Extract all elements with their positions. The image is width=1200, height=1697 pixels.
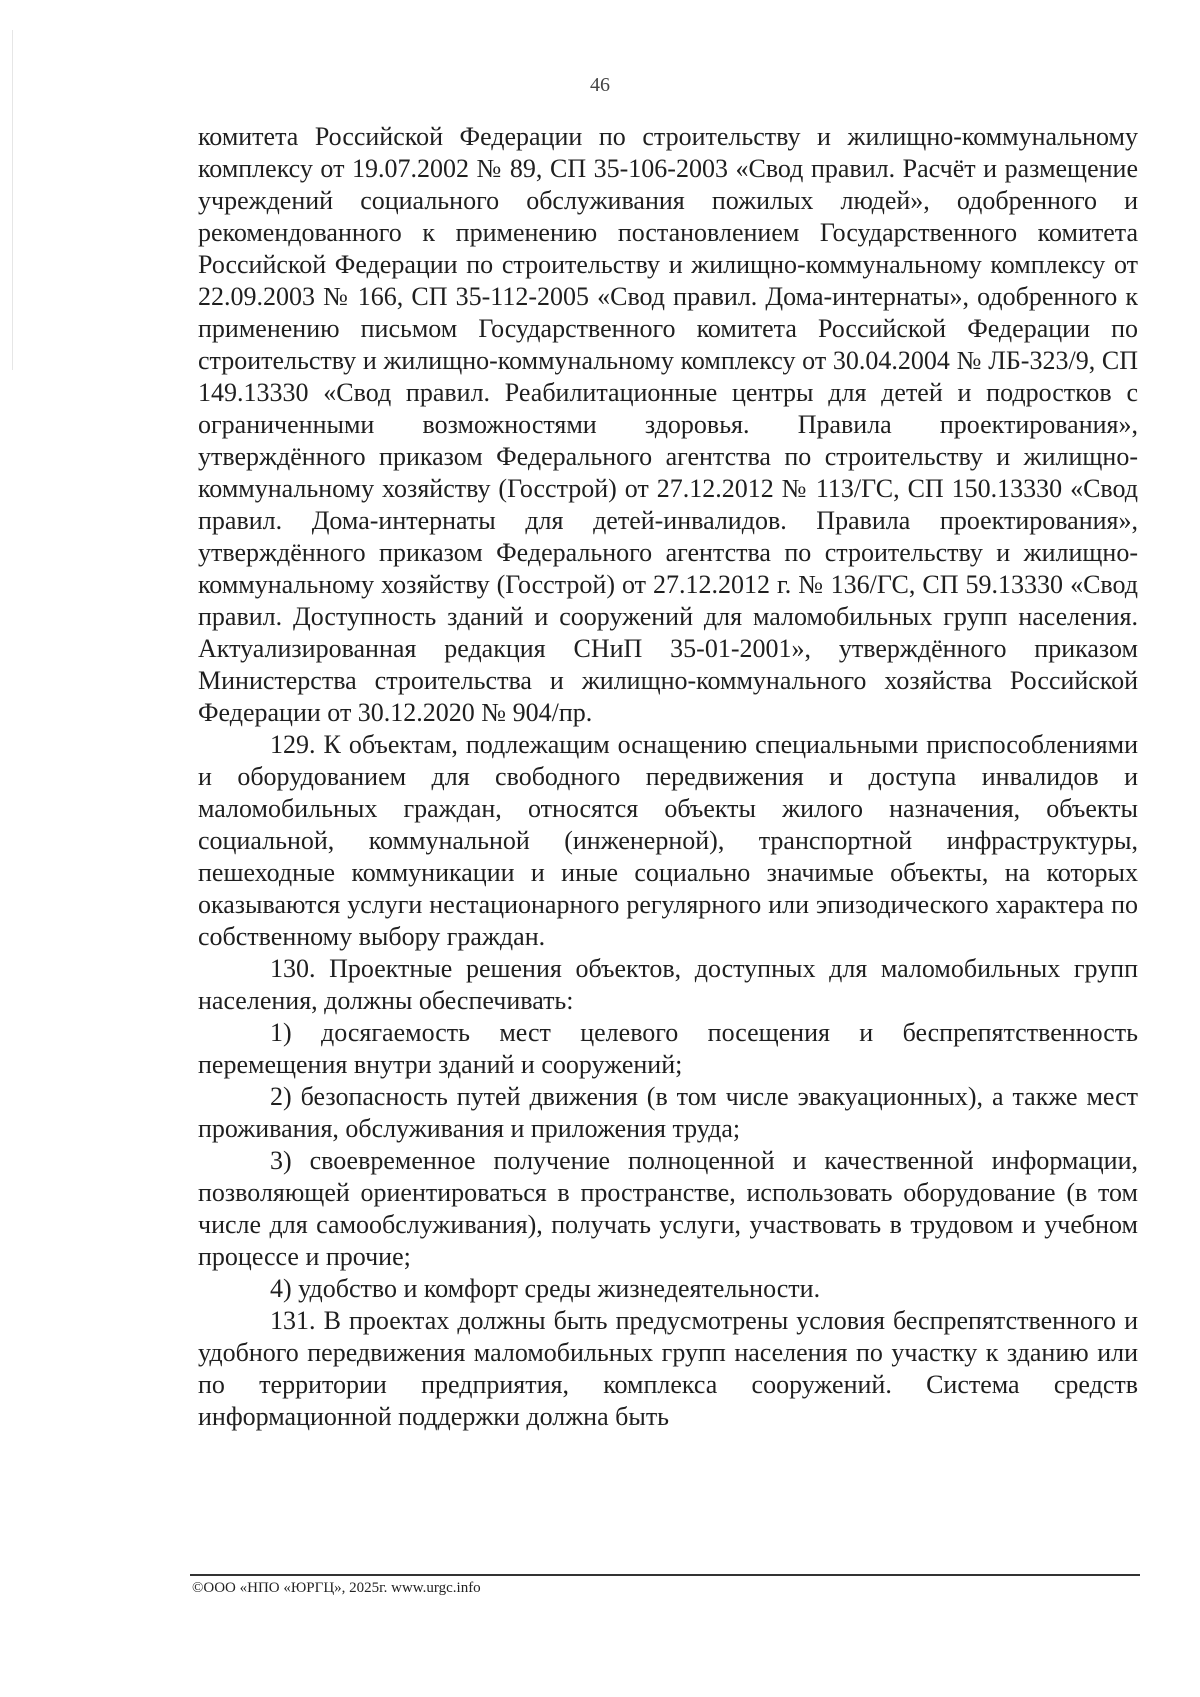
footer-copyright: ©ООО «НПО «ЮРГЦ», 2025г. www.urgc.info xyxy=(192,1580,481,1596)
list-item-3: 3) своевременное получение полноценной и качественной информации, позволяющей ориентироваться в пространстве, использовать оборудование (в том числе для самообслуживания), получать услуги, участвовать в трудовом и учебном процессе и прочие; xyxy=(198,1146,1138,1271)
paragraph-clause-129: 129. К объектам, подлежащим оснащению специальными приспособлениями и оборудованием для свободного передвижения и доступа инвалидов и маломобильных граждан, относятся объекты жилого назначения, объекты социальной, коммунальной (инженерной), транспортной инфраструктуры, пешеходные коммуникации и иные социально значимые объекты, на которых оказываются услуги нестационарного регулярного или эпизодического характера по собственному выбору граждан. xyxy=(198,730,1138,951)
footer-divider xyxy=(190,1574,1140,1576)
paragraph-clause-130: 130. Проектные решения объектов, доступных для маломобильных групп населения, должны обеспечивать: xyxy=(198,954,1138,1015)
list-item-4: 4) удобство и комфорт среды жизнедеятельности. xyxy=(270,1274,821,1303)
document-body xyxy=(198,121,1138,1433)
page-number: 46 xyxy=(590,74,610,96)
paragraph-clause-131: 131. В проектах должны быть предусмотрены условия беспрепятственного и удобного передвижения маломобильных групп населения по участку к зданию или по территории предприятия, комплекса сооружений. Система средств информационной поддержки должна быть xyxy=(198,1306,1138,1431)
list-item-1: 1) досягаемость мест целевого посещения и беспрепятственность перемещения внутри зданий и сооружений; xyxy=(198,1018,1138,1079)
paragraph-continuation: комитета Российской Федерации по строительству и жилищно-коммунальному комплексу от 19.07.2002 № 89, СП 35-106-2003 «Свод правил. Расчёт и размещение учреждений социального обслуживания пожилых людей», одобренного и рекомендованного к применению постановлением Государственного комитета Российской Федерации по строительству и жилищно-коммунальному комплексу от 22.09.2003 № 166, СП 35-112-2005 «Свод правил. Дома-интернаты», одобренного к применению письмом Государственного комитета Российской Федерации по строительству и жилищно-коммунальному комплексу от 30.04.2004 № ЛБ-323/9, СП 149.13330 «Свод правил. Реабилитационные центры для детей и подростков с ограниченными возможностями здоровья. Правила проектирования», утверждённого приказом Федерального агентства по строительству и жилищно-коммунальному хозяйству (Госстрой) от 27.12.2012 № 113/ГС, СП 150.13330 «Свод правил. Дома-интернаты для детей-инвалидов. Правила проектирования», утверждённого приказом Федерального агентства по строительству и жилищно-коммунальному хозяйству (Госстрой) от 27.12.2012 г. № 136/ГС, СП 59.13330 «Свод правил. Доступность зданий и сооружений для маломобильных групп населения. Актуализированная редакция СНиП 35-01-2001», утверждённого приказом Министерства строительства и жилищно-коммунального хозяйства Российской Федерации от 30.12.2020 № 904/пр. xyxy=(198,122,1138,727)
list-item-2: 2) безопасность путей движения (в том числе эвакуационных), а также мест проживания, обслуживания и приложения труда; xyxy=(198,1082,1138,1143)
